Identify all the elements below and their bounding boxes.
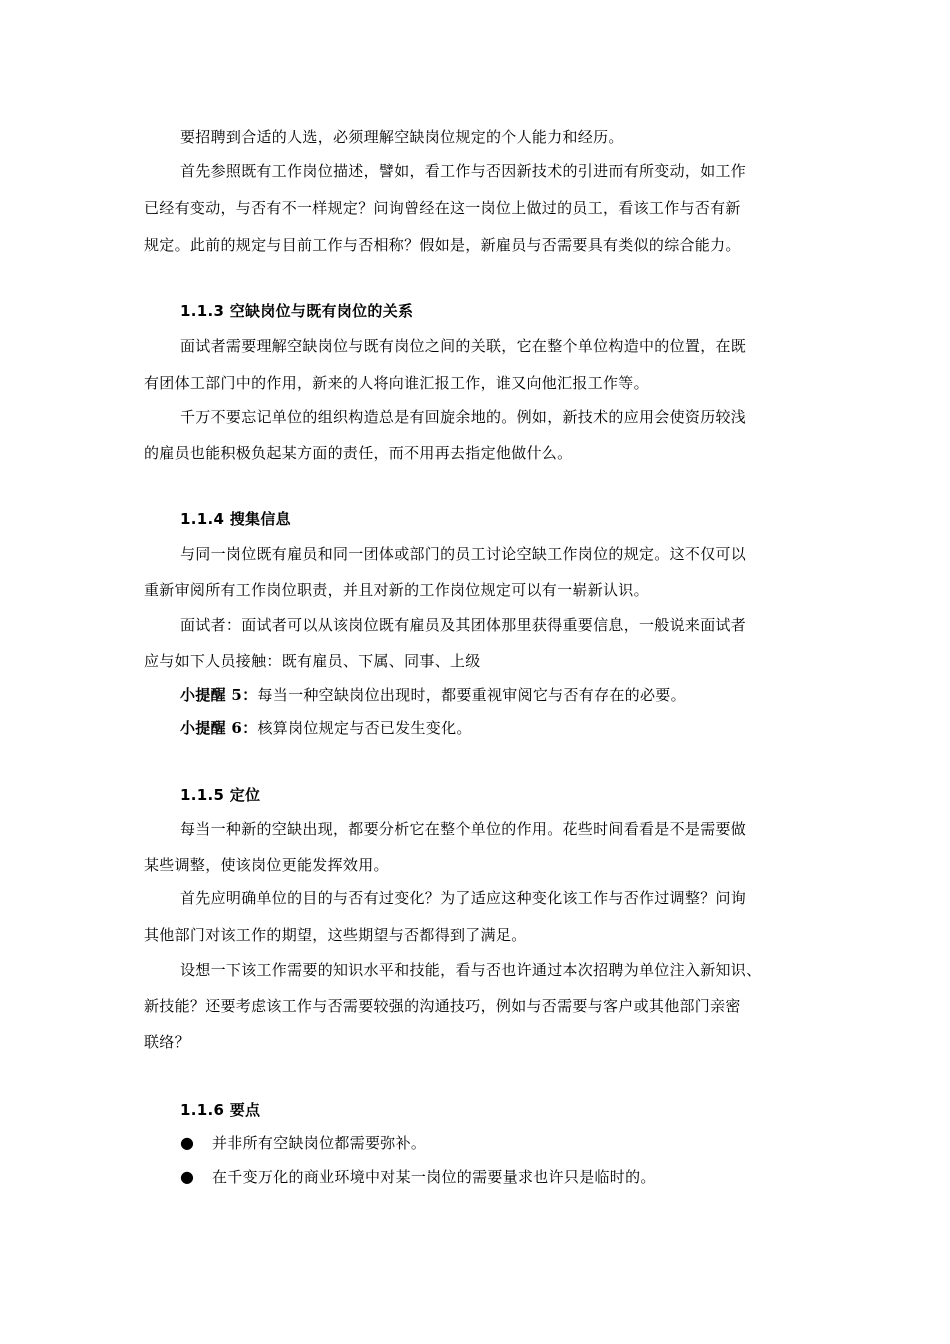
paragraph-line: 与同一岗位既有雇员和同一团体或部门的员工讨论空缺工作岗位的规定。这不仅可以 <box>180 545 747 563</box>
section-heading: 1.1.3 空缺岗位与既有岗位的关系 <box>180 302 414 320</box>
paragraph-line: 已经有变动，与否有不一样规定？问询曾经在这一岗位上做过的员工，看该工作与否有新 <box>144 199 741 217</box>
paragraph-line: 面试者需要理解空缺岗位与既有岗位之间的关联，它在整个单位构造中的位置，在既 <box>180 337 747 355</box>
paragraph-line: 要招聘到合适的人选，必须理解空缺岗位规定的个人能力和经历。 <box>180 128 624 146</box>
section-heading: 1.1.6 要点 <box>180 1101 261 1119</box>
bullet-item: 并非所有空缺岗位都需要弥补。 <box>212 1134 427 1152</box>
section-heading: 1.1.4 搜集信息 <box>180 510 291 528</box>
paragraph-line: 千万不要忘记单位的组织构造总是有回旋余地的。例如，新技术的应用会使资历较浅 <box>180 408 747 426</box>
paragraph-line: 新技能？还要考虑该工作与否需要较强的沟通技巧，例如与否需要与客户或其他部门亲密 <box>144 997 741 1015</box>
bullet-icon: ● <box>180 1167 194 1186</box>
tip-6 <box>180 718 850 738</box>
paragraph-line: 设想一下该工作需要的知识水平和技能，看与否也许通过本次招聘为单位注入新知识、 <box>180 961 762 979</box>
tip-text: 每当一种空缺岗位出现时，都要重视审阅它与否有存在的必要。 <box>257 686 686 704</box>
section-heading: 1.1.5 定位 <box>180 786 261 804</box>
paragraph-line: 每当一种新的空缺出现，都要分析它在整个单位的作用。花些时间看看是不是需要做 <box>180 820 747 838</box>
tip-label: 小提醒 5： <box>180 686 258 704</box>
tip-label: 小提醒 6： <box>180 719 258 737</box>
paragraph-line: 面试者：面试者可以从该岗位既有雇员及其团体那里获得重要信息，一般说来面试者 <box>180 616 747 634</box>
paragraph-line: 应与如下人员接触：既有雇员、下属、同事、上级 <box>144 652 481 670</box>
paragraph-line: 首先应明确单位的目的与否有过变化？为了适应这种变化该工作与否作过调整？问询 <box>180 889 747 907</box>
paragraph-line: 联络？ <box>144 1033 190 1051</box>
paragraph-line: 其他部门对该工作的期望，这些期望与否都得到了满足。 <box>144 926 527 944</box>
paragraph-line: 重新审阅所有工作岗位职责，并且对新的工作岗位规定可以有一崭新认识。 <box>144 581 649 599</box>
paragraph-line: 有团体工部门中的作用，新来的人将向谁汇报工作，谁又向他汇报工作等。 <box>144 374 649 392</box>
bullet-icon: ● <box>180 1133 194 1152</box>
tip-text: 核算岗位规定与否已发生变化。 <box>257 719 472 737</box>
tip-5 <box>180 685 850 705</box>
paragraph-line: 规定。此前的规定与目前工作与否相称？假如是，新雇员与否需要具有类似的综合能力。 <box>144 236 741 254</box>
paragraph-line: 的雇员也能积极负起某方面的责任，而不用再去指定他做什么。 <box>144 444 573 462</box>
bullet-item: 在千变万化的商业环境中对某一岗位的需要量求也许只是临时的。 <box>212 1168 656 1186</box>
paragraph-line: 某些调整，使该岗位更能发挥效用。 <box>144 856 389 874</box>
paragraph-line: 首先参照既有工作岗位描述，譬如，看工作与否因新技术的引进而有所变动，如工作 <box>180 162 747 180</box>
